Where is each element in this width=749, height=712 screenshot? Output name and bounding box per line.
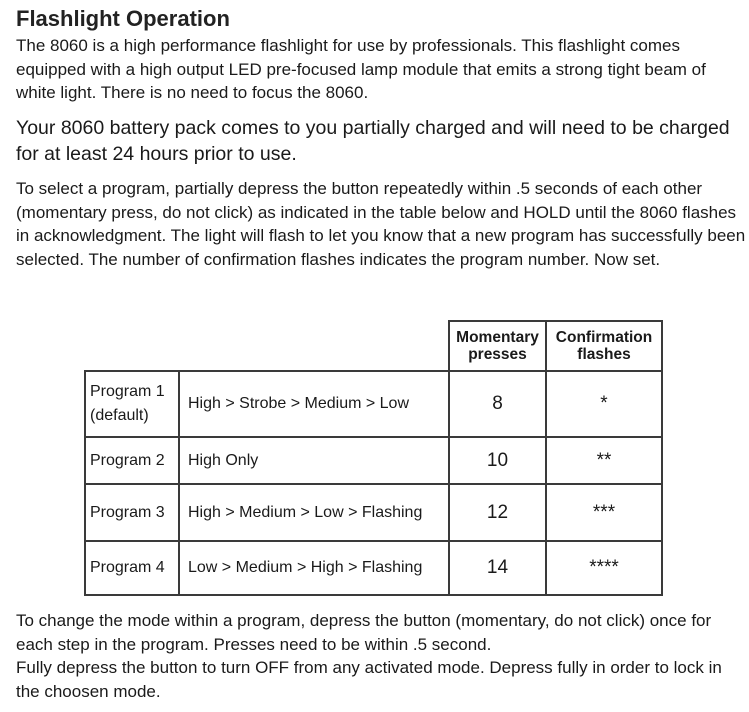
program-modes: High > Strobe > Medium > Low — [179, 371, 449, 437]
momentary-presses-value: 10 — [449, 437, 546, 484]
program-table — [84, 320, 663, 596]
table-header-row — [85, 321, 662, 371]
program-name: Program 4 — [85, 541, 179, 595]
program-name-cell — [85, 371, 179, 437]
table-row — [85, 371, 662, 437]
confirmation-flashes-value: *** — [546, 484, 662, 541]
header-blank — [85, 321, 179, 371]
momentary-presses-value: 8 — [449, 371, 546, 437]
table-row — [85, 541, 662, 595]
intro-paragraph: The 8060 is a high performance flashlight for use by professionals. This flashlight comes equipped with a high output LED pre-focused lamp module that emits a strong tight beam of white light. There is no need to focus the 8060. — [16, 36, 706, 102]
program-modes: High Only — [179, 437, 449, 484]
battery-note: Your 8060 battery pack comes to you partially charged and will need to be charged for at least 24 hours prior to use. — [16, 117, 730, 165]
program-name: Program 3 — [85, 484, 179, 541]
select-instructions: To select a program, partially depress the button repeatedly within .5 seconds of each other (momentary press, do not click) as indicated in the table below and HOLD until the 8060 flashes in acknowledgment. The light will flash to let you know that a new program has successfully been selected. The number of confirmation flashes indicates the program number. Now set. — [16, 179, 746, 269]
program-modes: Low > Medium > High > Flashing — [179, 541, 449, 595]
header-blank — [179, 321, 449, 371]
header-momentary-presses: Momentary presses — [449, 321, 546, 371]
program-default-label: (default) — [90, 407, 149, 424]
program-modes: High > Medium > Low > Flashing — [179, 484, 449, 541]
table-row — [85, 484, 662, 541]
momentary-presses-value: 12 — [449, 484, 546, 541]
header-confirmation-flashes: Confirmation flashes — [546, 321, 662, 371]
program-name: Program 2 — [85, 437, 179, 484]
momentary-presses-value: 14 — [449, 541, 546, 595]
page-title: Flashlight Operation — [16, 6, 230, 31]
confirmation-flashes-value: * — [546, 371, 662, 437]
change-mode-instructions: To change the mode within a program, depress the button (momentary, do not click) once for each step in the program. Presses need to be within .5 second. — [16, 611, 712, 654]
confirmation-flashes-value: **** — [546, 541, 662, 595]
table-row — [85, 437, 662, 484]
confirmation-flashes-value: ** — [546, 437, 662, 484]
program-name: Program 1 — [90, 383, 165, 400]
turn-off-instructions: Fully depress the button to turn OFF from any activated mode. Depress fully in order to lock in the choosen mode. — [16, 658, 722, 701]
